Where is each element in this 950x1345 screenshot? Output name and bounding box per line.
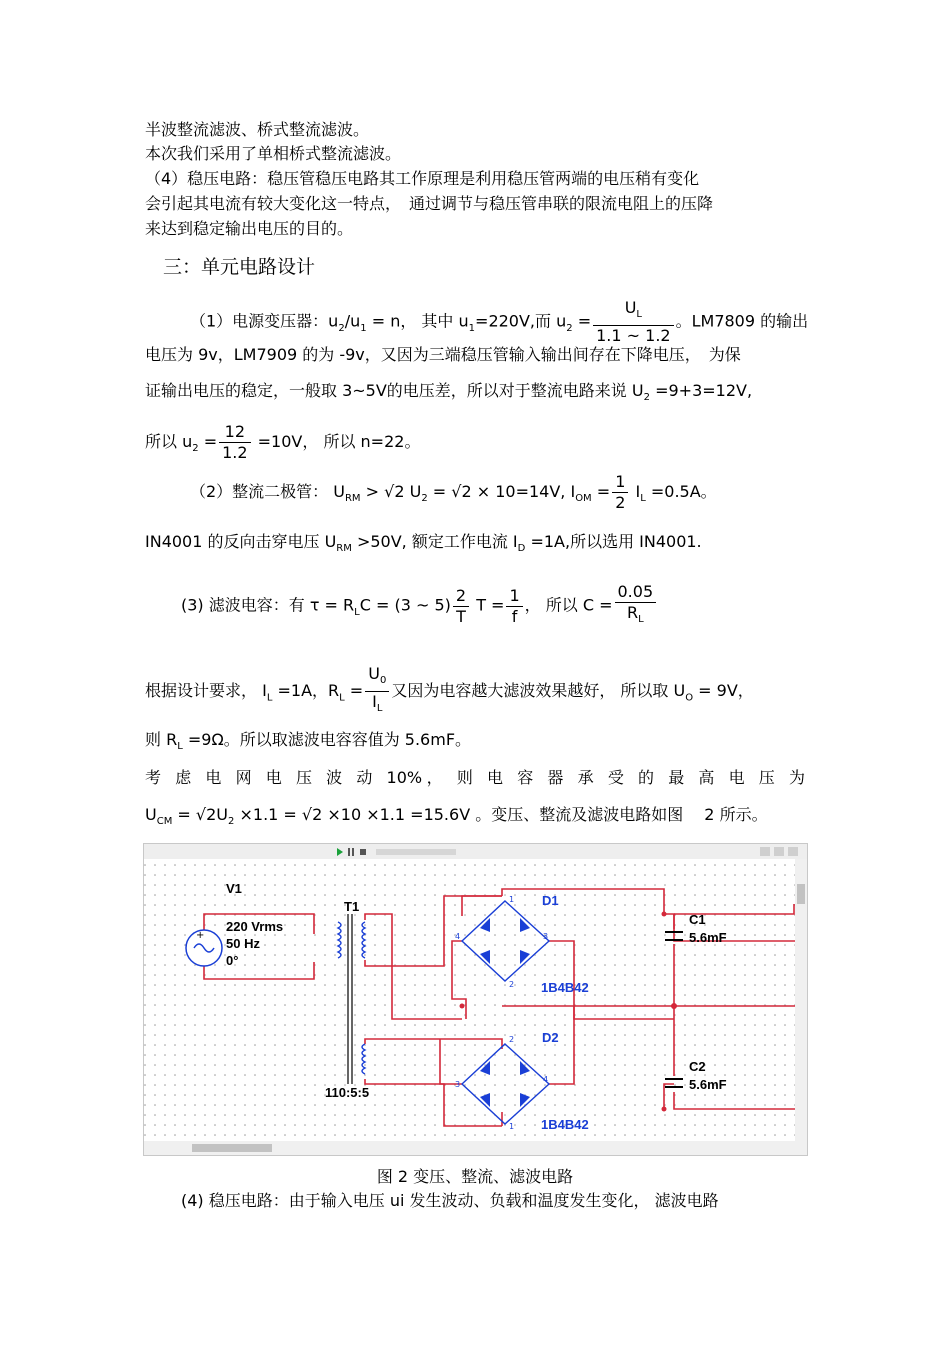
section-heading: 三：单元电路设计 bbox=[163, 256, 316, 278]
v1-phase: 0° bbox=[226, 953, 239, 968]
pin-label: 4 bbox=[455, 932, 461, 941]
formula-line: (3) 滤波电容：有 $\tau = R_LC = (3$ ~ 5) $\frac{2}{T}$ T = $\frac{1}{f}$ ， 所以 C = $\frac{0.05}{R_L}$ bbox=[181, 582, 658, 630]
zoom-out-icon[interactable] bbox=[774, 847, 784, 856]
t1-label: T1 bbox=[344, 899, 360, 914]
text-line: （4）稳压电路：稳压管稳压电路其工作原理是利用稳压管两端的电压稍有变化 bbox=[145, 169, 700, 188]
voltage-source-v1[interactable] bbox=[186, 930, 222, 966]
formula-line: 则 $R_L =9\Omega$。所以取滤波电容容值为 5.6mF。 bbox=[145, 730, 472, 753]
formula-line: 所以 $u_2$ = $\frac{12}{1.2}$ =10V， 所以 n=22。 bbox=[145, 422, 421, 462]
circuit-figure bbox=[143, 843, 808, 1156]
v1-frequency: 50 Hz bbox=[226, 936, 260, 951]
formula-line: 证输出电压的稳定，一般取 3~5V的电压差，所以对于整流电路来说 $U_2 =9+3=12V$, bbox=[145, 381, 753, 404]
formula-line: 根据设计要求， $I_L =1A$，$R_L$ = $\frac{U_0}{I_L}$ 又因为电容越大滤波效果越好， 所以取 $U_O = 9V$， bbox=[145, 664, 754, 719]
pin-label: 2 bbox=[509, 980, 515, 989]
zoom-in-icon[interactable] bbox=[760, 847, 770, 856]
fraction: $\frac{U_L}{1.1 \sim 1.2}$ bbox=[593, 298, 673, 346]
fraction: $\frac{2}{T}$ bbox=[453, 586, 469, 627]
pause-icon[interactable] bbox=[348, 848, 350, 856]
text-line: 本次我们采用了单相桥式整流滤波。 bbox=[145, 144, 402, 163]
d1-label: D1 bbox=[542, 893, 559, 908]
c1-label: C1 bbox=[689, 912, 706, 927]
canvas-grid bbox=[144, 859, 795, 1141]
fraction: $\frac{0.05}{R_L}$ bbox=[615, 582, 657, 630]
t1-ratio: 110:5:5 bbox=[325, 1085, 370, 1100]
zoom-fit-icon[interactable] bbox=[788, 847, 798, 856]
toolbar-buttons[interactable] bbox=[376, 849, 456, 855]
text-line: 来达到稳定输出电压的目的。 bbox=[145, 219, 354, 238]
c2-label: C2 bbox=[689, 1059, 706, 1074]
text-line: 电压为 9v，LM7909 的为 -9v，又因为三端稳压管输入输出间存在下降电压， 为保 bbox=[145, 345, 741, 364]
fraction: $\frac{1}{2}$ bbox=[612, 472, 628, 513]
stop-icon[interactable] bbox=[360, 849, 366, 855]
svg-text:+: + bbox=[196, 930, 205, 941]
circuit-schematic bbox=[144, 844, 807, 1155]
bridge2-model: 1B4B42 bbox=[541, 1117, 589, 1132]
text-line: 考 虑 电 网 电 压 波 动 10%， 则 电 容 器 承 受 的 最 高 电 压 为 bbox=[145, 768, 805, 787]
formula-line: （1）电源变压器：$u_2/u_1 = n$， 其中 $u_1=220V$,而 $u_2$ = $\frac{U_L}{1.1 \sim 1.2}$ 。LM7809 的输出 bbox=[190, 298, 809, 346]
pin-label: 1 bbox=[509, 1122, 515, 1131]
fraction: $\frac{12}{1.2}$ bbox=[219, 422, 250, 463]
fraction: $\frac{1}{f}$ bbox=[506, 586, 522, 627]
figure-caption: 图 2 变压、整流、滤波电路 bbox=[376, 1167, 574, 1186]
bridge1-model: 1B4B42 bbox=[541, 980, 589, 995]
text-line: 会引起其电流有较大变化这一特点， 通过调节与稳压管串联的限流电阻上的压降 bbox=[145, 194, 714, 213]
v1-label: V1 bbox=[226, 881, 242, 896]
pin-label: 2 bbox=[509, 1035, 515, 1044]
vertical-scroll-thumb[interactable] bbox=[797, 884, 805, 904]
text-line: (4) 稳压电路：由于输入电压 ui 发生波动、负载和温度发生变化， 滤波电路 bbox=[181, 1191, 719, 1210]
horizontal-scroll-thumb[interactable] bbox=[192, 1144, 272, 1152]
v1-vrms: 220 Vrms bbox=[226, 919, 284, 934]
formula-line: $U_{CM} = √2U_2 \times 1.1 = √2 \times 10 \times 1.1 =15.6V$ 。变压、整流及滤波电路如图 2 所示。 bbox=[145, 805, 768, 828]
pin-label: 3 bbox=[455, 1080, 461, 1089]
fraction: $\frac{U_0}{I_L}$ bbox=[365, 664, 389, 719]
c1-value: 5.6mF bbox=[689, 930, 727, 945]
pin-label: 4 bbox=[543, 1075, 549, 1084]
toolbar-strip bbox=[144, 844, 807, 859]
formula-line: IN4001 的反向击穿电压 $U_{RM} >50V$, 额定工作电流 $I_D =1A$,所以选用 IN4001. bbox=[145, 532, 702, 555]
formula-line: （2）整流二极管： $U_{RM} > √2$ $U_2 = √2 \times 10=14V$, $I_{OM}$ = $\frac{1}{2}$ $I_L =0.5A$。 bbox=[190, 472, 717, 512]
pin-label: 3 bbox=[543, 932, 549, 941]
d2-label: D2 bbox=[542, 1030, 559, 1045]
text-line: 半波整流滤波、桥式整流滤波。 bbox=[145, 120, 370, 139]
c2-value: 5.6mF bbox=[689, 1077, 727, 1092]
pin-label: 1 bbox=[509, 895, 515, 904]
